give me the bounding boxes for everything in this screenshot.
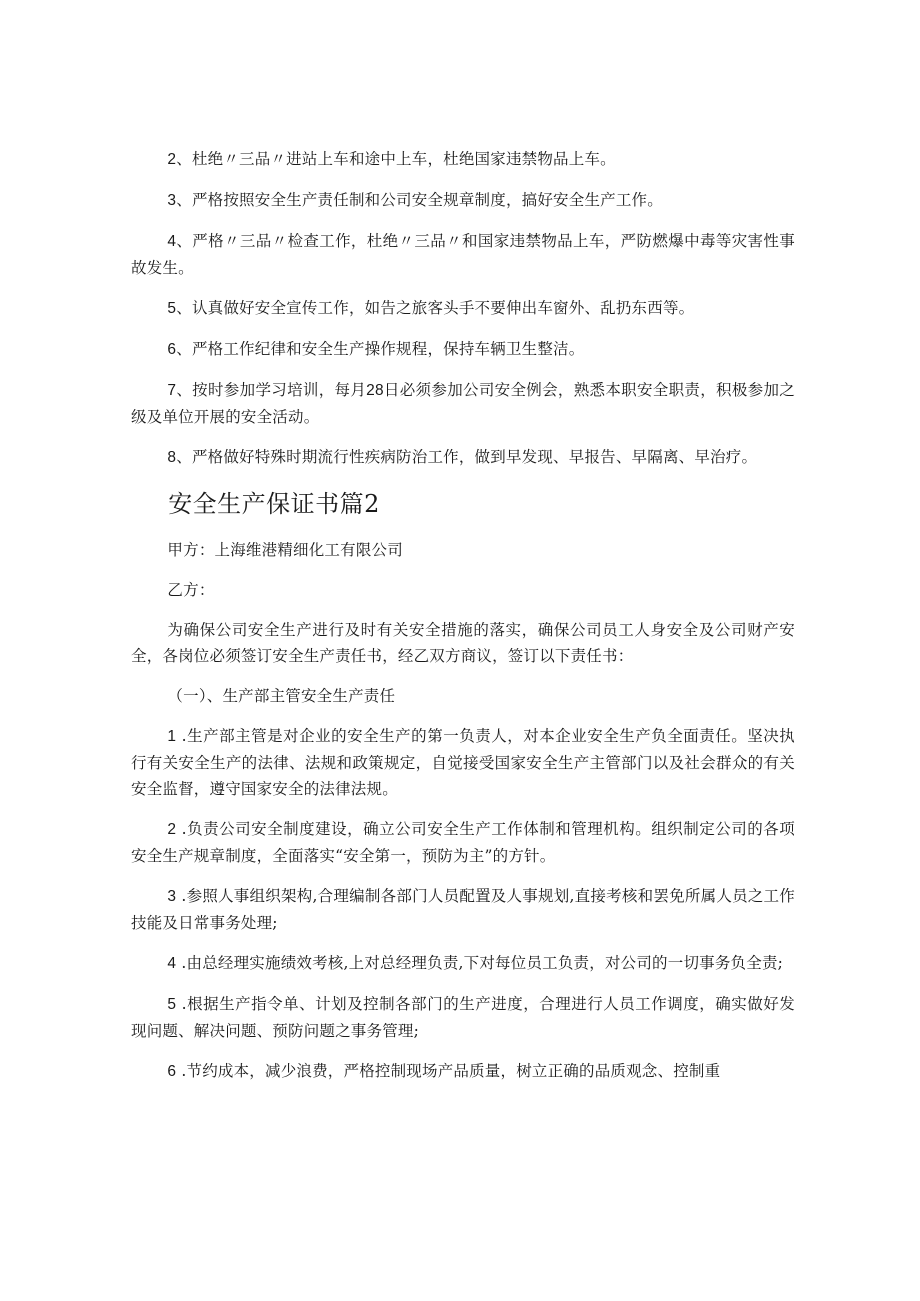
party-b: 乙方： (167, 581, 215, 599)
item-number: 2 (167, 821, 177, 838)
item-number: 8 (167, 449, 177, 466)
list-item (131, 1058, 795, 1085)
list-item (131, 991, 795, 1044)
item-text: 、严格工作纪律和安全生产操作规程，保持车辆卫生整洁。 (176, 340, 585, 358)
item-number: 2 (167, 151, 177, 168)
item-text: 、严格〃三品〃检查工作，杜绝〃三品〃和国家违禁物品上车，严防燃爆中毒等灾害性事故发生。 (131, 232, 795, 277)
list-item (131, 295, 795, 322)
list-item (131, 146, 795, 173)
item-number: 5 (167, 996, 177, 1013)
item-text: .负责公司安全制度建设，确立公司安全生产工作体制和管理机构。组织制定公司的各项安全生产规章制度，全面落实“安全第一，预防为主”的方针。 (131, 820, 795, 865)
item-text: .参照人事组织架构,合理编制各部门人员配置及人事规划,直接考核和罢免所属人员之工作技能及日常事务处理; (131, 887, 795, 932)
list-item (131, 228, 795, 281)
party-a: 甲方：上海维港精细化工有限公司 (167, 541, 403, 559)
item-text: .由总经理实施绩效考核,上对总经理负责,下对每位员工负责，对公司的一切事务负全责; (176, 954, 784, 972)
item-text: .生产部主管是对企业的安全生产的第一负责人，对本企业安全生产负全面责任。坚决执行有关安全生产的法律、法规和政策规定，自觉接受国家安全生产主管部门以及社会群众的有关安全监督，遵守国家安全的法律法规。 (131, 727, 795, 798)
list-item (131, 187, 795, 214)
list-item (131, 816, 795, 869)
item-text: 、杜绝〃三品〃进站上车和途中上车，杜绝国家违禁物品上车。 (176, 150, 616, 168)
intro-paragraph: 为确保公司安全生产进行及时有关安全措施的落实，确保公司员工人身安全及公司财产安全，各岗位必须签订安全生产责任书，经乙双方商议，签订以下责任书： (131, 621, 795, 665)
subheading: （一）、生产部主管安全生产责任 (167, 687, 396, 705)
list-item (131, 444, 795, 471)
item-number: 6 (167, 341, 177, 358)
item-text: 日必须参加公司安全例会，熟悉本职安全职责，积极参加之级及单位开展的安全活动。 (131, 381, 796, 426)
list-item (131, 336, 795, 363)
item-text: .节约成本，减少浪费，严格控制现场产品质量，树立正确的品质观念、控制重 (176, 1062, 721, 1080)
item-number: 6 (167, 1063, 177, 1080)
item-number: 7 (167, 382, 177, 399)
list-item (131, 883, 795, 936)
list-item (131, 723, 795, 802)
list-item (131, 950, 795, 977)
item-number: 3 (167, 192, 177, 209)
item-text: 、严格按照安全生产责任制和公司安全规章制度，搞好安全生产工作。 (176, 191, 663, 209)
list-item (131, 377, 795, 430)
item-text: 、认真做好安全宣传工作，如告之旅客头手不要伸出车窗外、乱扔东西等。 (176, 299, 695, 317)
item-text: 、按时参加学习培训，每月 (176, 381, 367, 399)
item-number: 5 (167, 300, 177, 317)
item-text: .根据生产指令单、计划及控制各部门的生产进度，合理进行人员工作调度，确实做好发现问题、解决问题、预防问题之事务管理; (131, 995, 795, 1040)
item-number: 4 (167, 955, 177, 972)
item-number: 1 (167, 728, 177, 745)
meeting-day: 28 (366, 382, 384, 399)
section-title: 安全生产保证书篇2 (168, 490, 380, 518)
document-body (131, 146, 795, 1085)
item-number: 3 (167, 888, 177, 905)
item-number: 4 (167, 233, 177, 250)
item-text: 、严格做好特殊时期流行性疾病防治工作，做到早发现、早报告、早隔离、早治疗。 (176, 448, 758, 466)
